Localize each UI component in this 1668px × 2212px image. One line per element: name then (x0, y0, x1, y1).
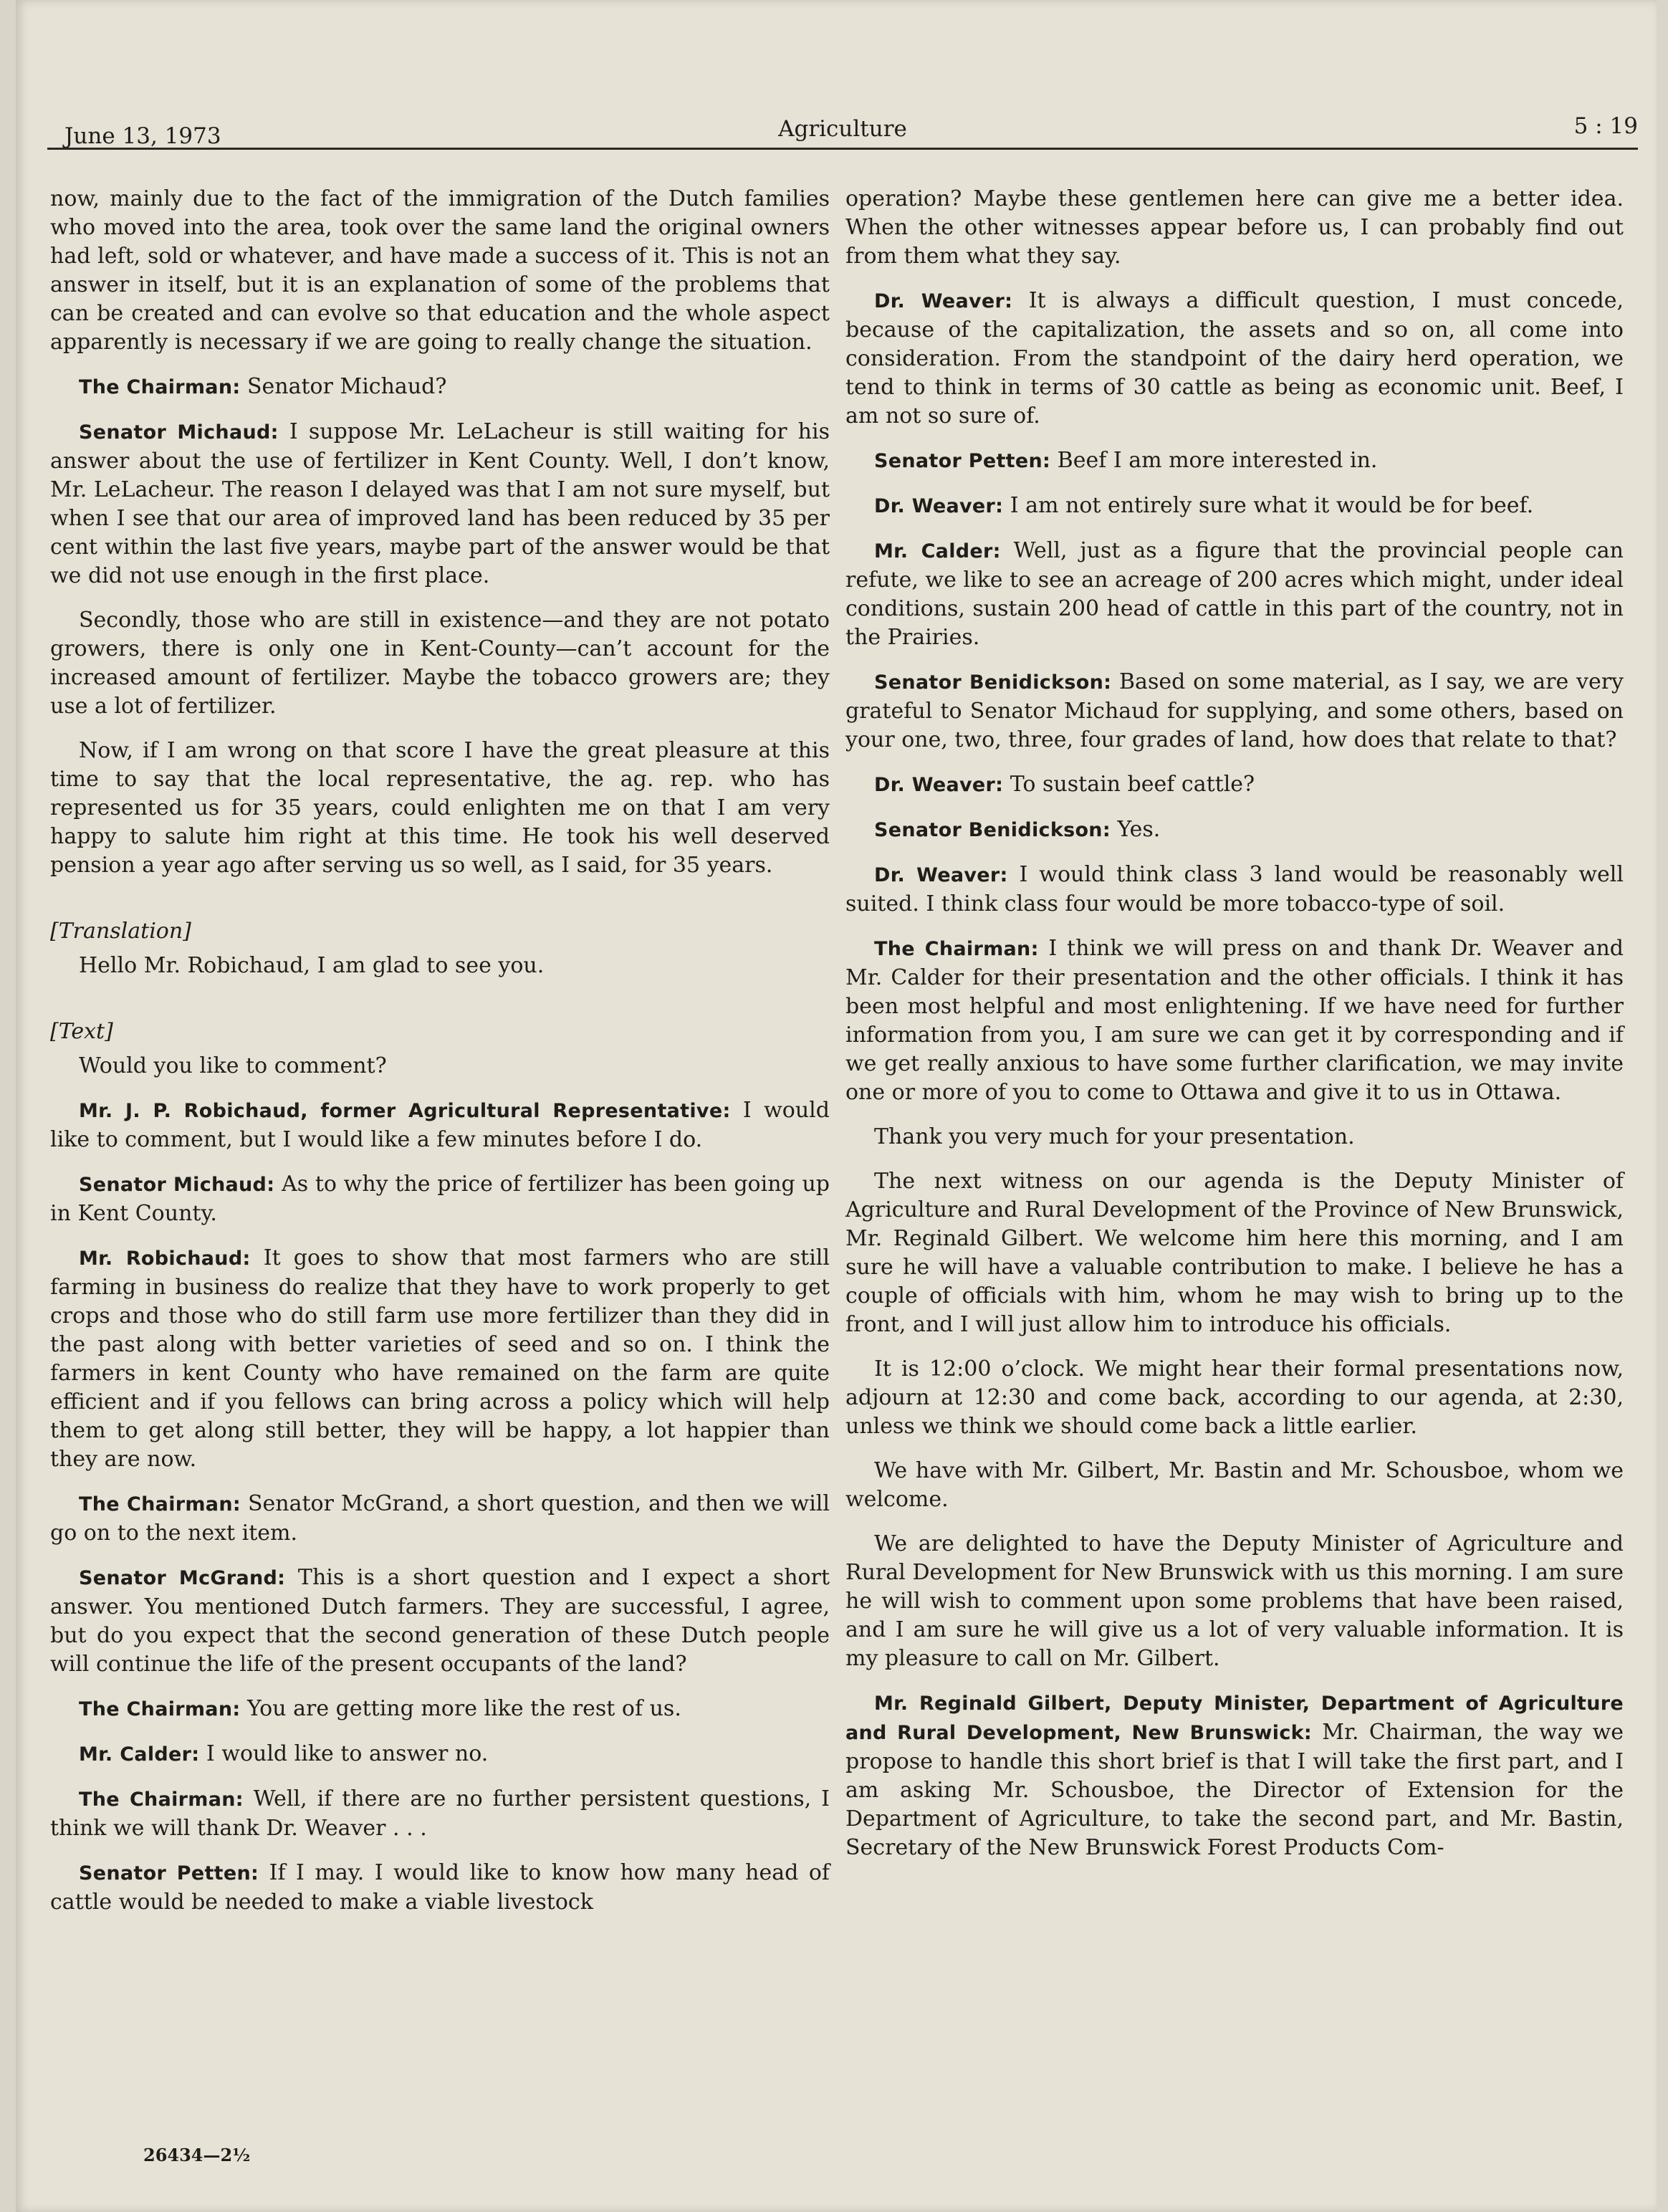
speaker-name: The Chairman: (874, 938, 1039, 960)
paragraph: Now, if I am wrong on that score I have the great pleasure at this time to say that the local representative, the ag. rep. who has represented us for 35 years, could enlighten me on that I am very happy to salute him right at this time. He took his well deserved pension a year ago after serving us so well, as I said, for 35 years. (50, 738, 830, 878)
paragraph (50, 1490, 830, 1548)
speaker-name: Dr. Weaver: (874, 495, 1004, 517)
speaker-name: Mr. Reginald Gilbert, Deputy Minister, Department of Agriculture and Rural Development, New Brunswick: (845, 1692, 1624, 1744)
left-column (50, 185, 830, 1933)
header-section-title: Agriculture (778, 116, 907, 142)
speaker-name: Mr. Robichaud: (79, 1248, 251, 1270)
text-label: [Text] (50, 1019, 113, 1044)
paragraph: Secondly, those who are still in existence—and they are not potato growers, there is only one in Kent-County—can’t account for the increased amount of fertilizer. Maybe the tobacco growers are; they use a lot of fertilizer. (50, 608, 830, 719)
speaker-name: Senator Petten: (874, 450, 1051, 472)
speaker-name: The Chairman: (79, 1698, 241, 1720)
paragraph (50, 1244, 830, 1474)
speaker-name: Mr. Calder: (79, 1743, 200, 1766)
paragraph (845, 1689, 1624, 1862)
speaker-name: Mr. Calder: (874, 540, 1001, 562)
speech-text: To sustain beef cattle? (1003, 772, 1255, 797)
paragraph (845, 770, 1624, 800)
speech-text: Senator Michaud? (240, 374, 447, 399)
speech-text: Based on some material, as I say, we are very grateful to Senator Michaud for supplying, and some others, based on your one, two, three, four grades of land, how does that relate to that? (845, 669, 1624, 752)
speech-text: Senator McGrand, a short question, and then we will go on to the next item. (50, 1491, 830, 1546)
speaker-name: Senator McGrand: (79, 1567, 286, 1589)
paragraph (50, 1740, 830, 1769)
print-code-footer: 26434—2½ (143, 2145, 251, 2165)
paragraph (50, 1096, 830, 1154)
speech-text: Well, just as a figure that the provincial people can refute, we like to see an acreage of 200 acres which might, under ideal conditions, sustain 200 head of cattle in this part of the country, not in the Prairies. (845, 538, 1624, 650)
speech-text: Beef I am more interested in. (1050, 448, 1378, 473)
speaker-name: Dr. Weaver: (874, 290, 1013, 312)
running-header (47, 107, 1638, 150)
speaker-name: Senator Petten: (79, 1862, 259, 1885)
paragraph (50, 418, 830, 590)
speech-text: I suppose Mr. LeLacheur is still waiting for his answer about the use of fertilizer in Kent County. Well, I don’t know, Mr. LeLacheur. The reason I delayed was that I am not sure myself, but when I see that our area of improved land has been reduced by 35 per cent within the last five years, maybe part of the answer would be that we did not use enough in the first place. (50, 419, 830, 588)
speaker-name: Senator Benidickson: (874, 671, 1112, 694)
header-date: June 13, 1973 (64, 123, 221, 149)
speech-text: I think we will press on and thank Dr. Weaver and Mr. Calder for their presentation and the other officials. I think it has been most helpful and most enlightening. If we have need for further information from you, I am sure we can get it by corresponding and if we get really anxious to have some further clarification, we may invite one or more of you to come to Ottawa and give it to us in Ottawa. (845, 936, 1624, 1105)
paragraph (845, 815, 1624, 845)
speech-text: Mr. Chairman, the way we propose to handle this short brief is that I will take the first part, and I am asking Mr. Schousboe, the Director of Extension for the Department of Agriculture, to take the second part, and Mr. Bastin, Secretary of the New Brunswick Forest Products Com- (845, 1720, 1624, 1860)
speech-text: It is always a difficult question, I must concede, because of the capitalization, the assets and so on, all come into consideration. From the standpoint of the dairy herd operation, we tend to think in terms of 30 cattle as being as economic unit. Beef, I am not so sure of. (845, 288, 1624, 428)
speaker-name: Dr. Weaver: (874, 774, 1004, 796)
paragraph: Thank you very much for your presentation. (874, 1124, 1355, 1149)
document-page (16, 0, 1657, 2212)
paragraph (50, 1564, 830, 1679)
paragraph: We have with Mr. Gilbert, Mr. Bastin and Mr. Schousboe, whom we welcome. (845, 1458, 1624, 1512)
paragraph (50, 1859, 830, 1917)
speaker-name: The Chairman: (79, 1789, 244, 1811)
paragraph (845, 861, 1624, 919)
speaker-name: Senator Michaud: (79, 1174, 275, 1196)
speech-text: I would like to comment, but I would like a few minutes before I do. (50, 1098, 830, 1152)
speech-text: This is a short question and I expect a short answer. You mentioned Dutch farmers. They are successful, I agree, but do you expect that the second generation of these Dutch people will continue the life of the present occupants of the land? (50, 1565, 830, 1677)
paragraph: It is 12:00 o’clock. We might hear their formal presentations now, adjourn at 12:30 and come back, according to our agenda, at 2:30, unless we think we should come back a little earlier. (845, 1356, 1624, 1439)
speaker-name: The Chairman: (79, 1493, 241, 1516)
paragraph: operation? Maybe these gentlemen here can give me a better idea. When the other witnesses appear before us, I can probably find out from them what they say. (845, 186, 1624, 269)
header-page-number: 5 : 19 (1573, 113, 1638, 139)
paragraph: Hello Mr. Robichaud, I am glad to see you. (79, 953, 545, 978)
speaker-name: The Chairman: (79, 376, 241, 398)
speech-text: I would think class 3 land would be reasonably well suited. I think class four would be more tobacco-type of soil. (845, 862, 1624, 916)
paragraph (50, 373, 830, 402)
speech-text: As to why the price of fertilizer has been going up in Kent County. (50, 1172, 830, 1226)
speaker-name: Dr. Weaver: (874, 864, 1008, 886)
paragraph (845, 537, 1624, 652)
paragraph (845, 446, 1624, 476)
speech-text: You are getting more like the rest of us. (240, 1696, 681, 1721)
translation-label: [Translation] (50, 919, 191, 944)
paragraph: We are delighted to have the Deputy Minister of Agriculture and Rural Development for New Brunswick with us this morning. I am sure he will wish to comment upon some problems that have been raised, and I am sure he will give us a lot of very valuable information. It is my pleasure to call on Mr. Gilbert. (845, 1531, 1624, 1671)
paragraph (845, 934, 1624, 1107)
speech-text: I am not entirely sure what it would be for beef. (1003, 493, 1534, 518)
paragraph (845, 492, 1624, 521)
speech-text: I would like to answer no. (199, 1741, 489, 1766)
paragraph: now, mainly due to the fact of the immigration of the Dutch families who moved into the area, took over the same land the original owners had left, sold or whatever, and have made a success of it. This is not an answer in itself, but it is an explanation of some of the problems that can be created and can evolve so that education and the whole aspect apparently is necessary if we are going to really change the situation. (50, 186, 830, 355)
speech-text: It goes to show that most farmers who are still farming in business do realize that they have to work properly to get crops and those who do still farm use more fertilizer than they did in the past along with better varieties of seed and so on. I think the farmers in kent County who have remained on the farm are quite efficient and if you fellows can bring across a policy which will help them to get along still better, they will be happy, a lot happier than they are now. (50, 1245, 830, 1472)
speaker-name: Senator Michaud: (79, 421, 279, 444)
paragraph: Would you like to comment? (79, 1053, 387, 1078)
paragraph (50, 1785, 830, 1843)
speaker-name: Mr. J. P. Robichaud, former Agricultural Representative: (79, 1100, 731, 1122)
speaker-name: Senator Benidickson: (874, 819, 1111, 841)
paragraph (845, 287, 1624, 431)
speech-text: Well, if there are no further persistent questions, I think we will thank Dr. Weaver . . . (50, 1786, 830, 1841)
paragraph (50, 1170, 830, 1228)
paragraph: The next witness on our agenda is the Deputy Minister of Agriculture and Rural Development of the Province of New Brunswick, Mr. Reginald Gilbert. We welcome him here this morning, and I am sure he will have a valuable contribution to make. I believe he has a couple of officials with him, whom he may wish to bring up to the front, and I will just allow him to introduce his officials. (845, 1169, 1624, 1337)
paragraph (845, 668, 1624, 755)
speech-text: Yes. (1110, 817, 1161, 842)
right-column (845, 185, 1624, 1878)
paragraph (50, 1695, 830, 1724)
speech-text: If I may. I would like to know how many head of cattle would be needed to make a viable livestock (50, 1860, 830, 1915)
